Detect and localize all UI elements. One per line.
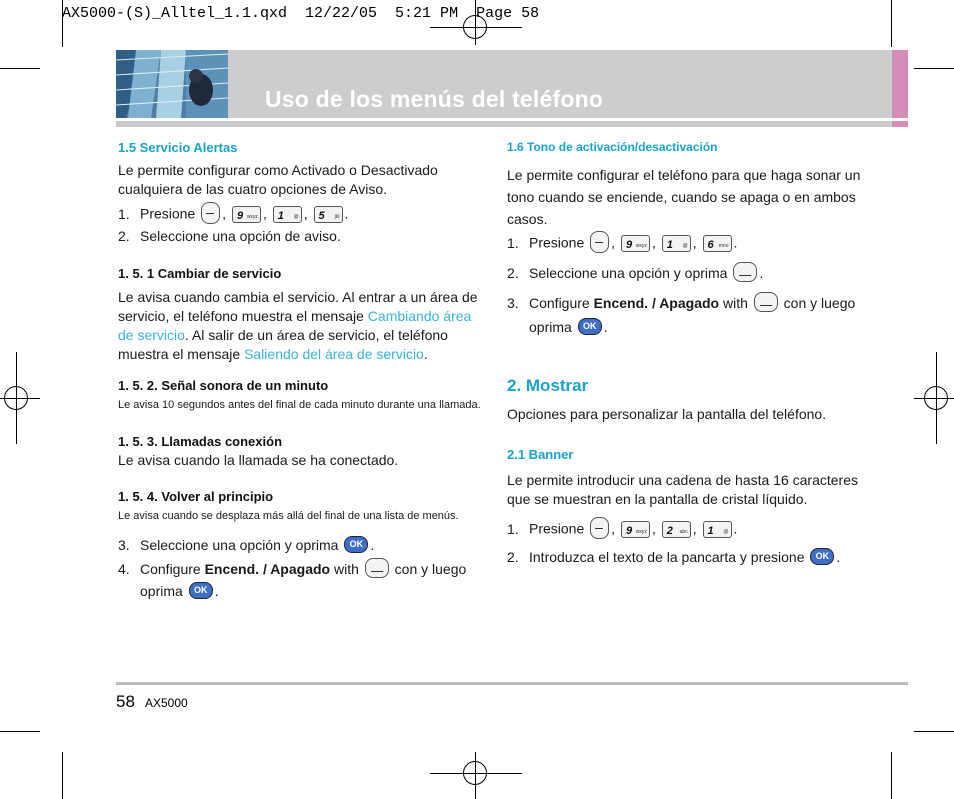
step-text: with — [719, 295, 748, 311]
section-1-6-description — [507, 164, 860, 230]
text-run: muestra el mensaje — [118, 346, 245, 362]
header-rule — [116, 121, 908, 127]
section-title-1-5-1: 1. 5. 1 Cambiar de servicio — [118, 266, 282, 281]
crop-mark — [914, 731, 954, 732]
step-text: Introduzca el texto de la pancarta y presione — [529, 549, 805, 565]
left-soft-key-icon — [201, 202, 220, 224]
option-name: Encend. / Apagado — [593, 295, 720, 311]
section-title-1-5-4: 1. 5. 4. Volver al principio — [118, 489, 274, 504]
ok-key-icon: OK — [810, 548, 834, 565]
ok-key-icon: OK — [578, 318, 602, 335]
s16-step-3-continued: oprima OK . — [529, 319, 608, 335]
step-number: 1. — [118, 205, 130, 222]
print-slug: AX5000-(S)_Alltel_1.1.qxd 12/22/05 5:21 PM Page 58 — [62, 5, 540, 22]
step-number: 2. — [507, 549, 519, 565]
step-4 — [118, 560, 466, 580]
registration-circle — [463, 761, 487, 785]
key-5-icon: 5 jkl — [314, 206, 343, 223]
step-text: Presione — [529, 234, 585, 251]
section-title-1-5-3: 1. 5. 3. Llamadas conexión — [118, 434, 283, 449]
key-1-icon: 1 @ — [662, 235, 691, 252]
crop-mark — [891, 0, 892, 47]
section-2-description: Opciones para personalizar la pantalla del teléfono. — [507, 406, 827, 422]
section-title-2-1: 2.1 Banner — [507, 447, 574, 462]
s21-step-2: 2. Introduzca el texto de la pancarta y presione OK . — [507, 549, 841, 565]
step-text: Seleccione una opción de aviso. — [140, 228, 341, 244]
crop-mark — [0, 731, 40, 732]
step-number: 3. — [118, 537, 130, 553]
step-3: 3. Seleccione una opción y oprima OK . — [118, 537, 375, 553]
text-run: servicio, el teléfono muestra el mensaje — [118, 308, 368, 324]
page-title: Uso de los menús del teléfono — [265, 86, 604, 112]
s16-step-2: 2. Seleccione una opción y oprima . — [507, 264, 763, 284]
description-line: Le permite configurar como Activado o Desactivado — [118, 162, 438, 178]
description-line — [118, 326, 478, 345]
description-line — [118, 307, 478, 326]
footer-rule — [116, 682, 908, 685]
s21-step-1: 1. Presione , 9 wxyz , 2 abc , 1 @ . — [507, 519, 737, 541]
step-2 — [118, 227, 341, 246]
step-number: 1. — [507, 520, 519, 537]
step-text: con y luego — [783, 295, 856, 311]
key-1-icon: 1 @ — [273, 206, 302, 223]
key-2-icon: 2 abc — [662, 521, 691, 538]
s16-step-3 — [507, 294, 855, 314]
step-text: Configure — [140, 561, 205, 577]
crop-mark — [914, 68, 954, 69]
page-number: 58 — [116, 692, 135, 711]
step-number: 4. — [118, 561, 130, 577]
crop-mark — [0, 68, 40, 69]
description-line: tono cuando se enciende, cuando se apaga o en ambos — [507, 189, 856, 205]
header-photo — [116, 50, 228, 118]
section-1-5-3-description: Le avisa cuando la llamada se ha conectado. — [118, 452, 399, 468]
description-line: cualquiera de las cuatro opciones de Aviso. — [118, 181, 388, 197]
step-number: 2. — [118, 228, 130, 244]
step-text: with — [330, 561, 359, 577]
section-1-5-2-description: Le avisa 10 segundos antes del final de cada minuto durante una llamada. — [118, 399, 481, 411]
navigation-key-icon — [365, 558, 389, 578]
description-line: casos. — [507, 211, 548, 227]
navigation-key-icon — [733, 262, 757, 282]
step-4-continued: oprima OK . — [140, 583, 219, 599]
step-text: Presione — [140, 205, 196, 222]
header-accent — [892, 50, 908, 118]
step-text: Presione — [529, 520, 585, 537]
model-name: AX5000 — [145, 696, 188, 710]
step-text: con y luego — [394, 561, 467, 577]
step-text: Seleccione una opción y oprima — [529, 265, 728, 281]
step-1: 1. Presione , 9 wxyz , 1 @ , 5 jkl . — [118, 204, 348, 226]
s16-step-1: 1. Presione , 9 wxyz , 1 @ , 6 mno . — [507, 233, 737, 255]
message-text: de servicio — [118, 327, 185, 343]
section-title-2: 2. Mostrar — [507, 376, 589, 395]
ok-key-icon: OK — [344, 536, 368, 553]
message-text: Cambiando área — [367, 308, 472, 324]
text-run: . — [423, 346, 428, 362]
text-run: . Al salir de un área de servicio, el teléfono — [184, 327, 448, 343]
section-2-1-description — [507, 471, 858, 509]
step-number: 1. — [507, 234, 519, 251]
key-9-icon: 9 wxyz — [232, 206, 261, 223]
crop-mark — [62, 752, 63, 799]
option-name: Encend. / Apagado — [204, 561, 331, 577]
step-text: Seleccione una opción y oprima — [140, 537, 339, 553]
step-number: 3. — [507, 295, 519, 311]
step-text: oprima — [140, 583, 183, 599]
header-rule-accent — [892, 121, 908, 127]
crop-mark — [891, 752, 892, 799]
key-9-icon: 9 wxyz — [621, 521, 650, 538]
ok-key-icon: OK — [189, 582, 213, 599]
description-line: Le avisa cuando cambia el servicio. Al entrar a un área de — [118, 289, 478, 305]
section-title-1-6: 1.6 Tono de activación/desactivación — [507, 140, 718, 154]
message-text: Saliendo del área de servicio — [244, 346, 424, 362]
section-1-5-description — [118, 161, 438, 199]
key-6-icon: 6 mno — [703, 235, 732, 252]
description-line: que se muestran en la pantalla de cristal líquido. — [507, 491, 808, 507]
description-line: Le permite configurar el teléfono para que haga sonar un — [507, 167, 861, 183]
step-text: Configure — [529, 295, 594, 311]
left-soft-key-icon — [590, 517, 609, 539]
registration-circle — [924, 386, 948, 410]
step-number: 2. — [507, 265, 519, 281]
registration-circle — [4, 386, 28, 410]
step-text: oprima — [529, 319, 572, 335]
description-line: Le permite introducir una cadena de hasta 16 caracteres — [507, 472, 858, 488]
description-line — [118, 345, 478, 364]
section-title-1-5-2: 1. 5. 2. Señal sonora de un minuto — [118, 378, 329, 393]
key-1-icon: 1 @ — [703, 521, 732, 538]
section-1-5-4-description: Le avisa cuando se desplaza más allá del final de una lista de menús. — [118, 510, 459, 522]
section-title-1-5: 1.5 Servicio Alertas — [118, 140, 238, 155]
section-1-5-1-description — [118, 288, 478, 364]
key-9-icon: 9 wxyz — [621, 235, 650, 252]
left-soft-key-icon — [590, 231, 609, 253]
navigation-key-icon — [754, 292, 778, 312]
